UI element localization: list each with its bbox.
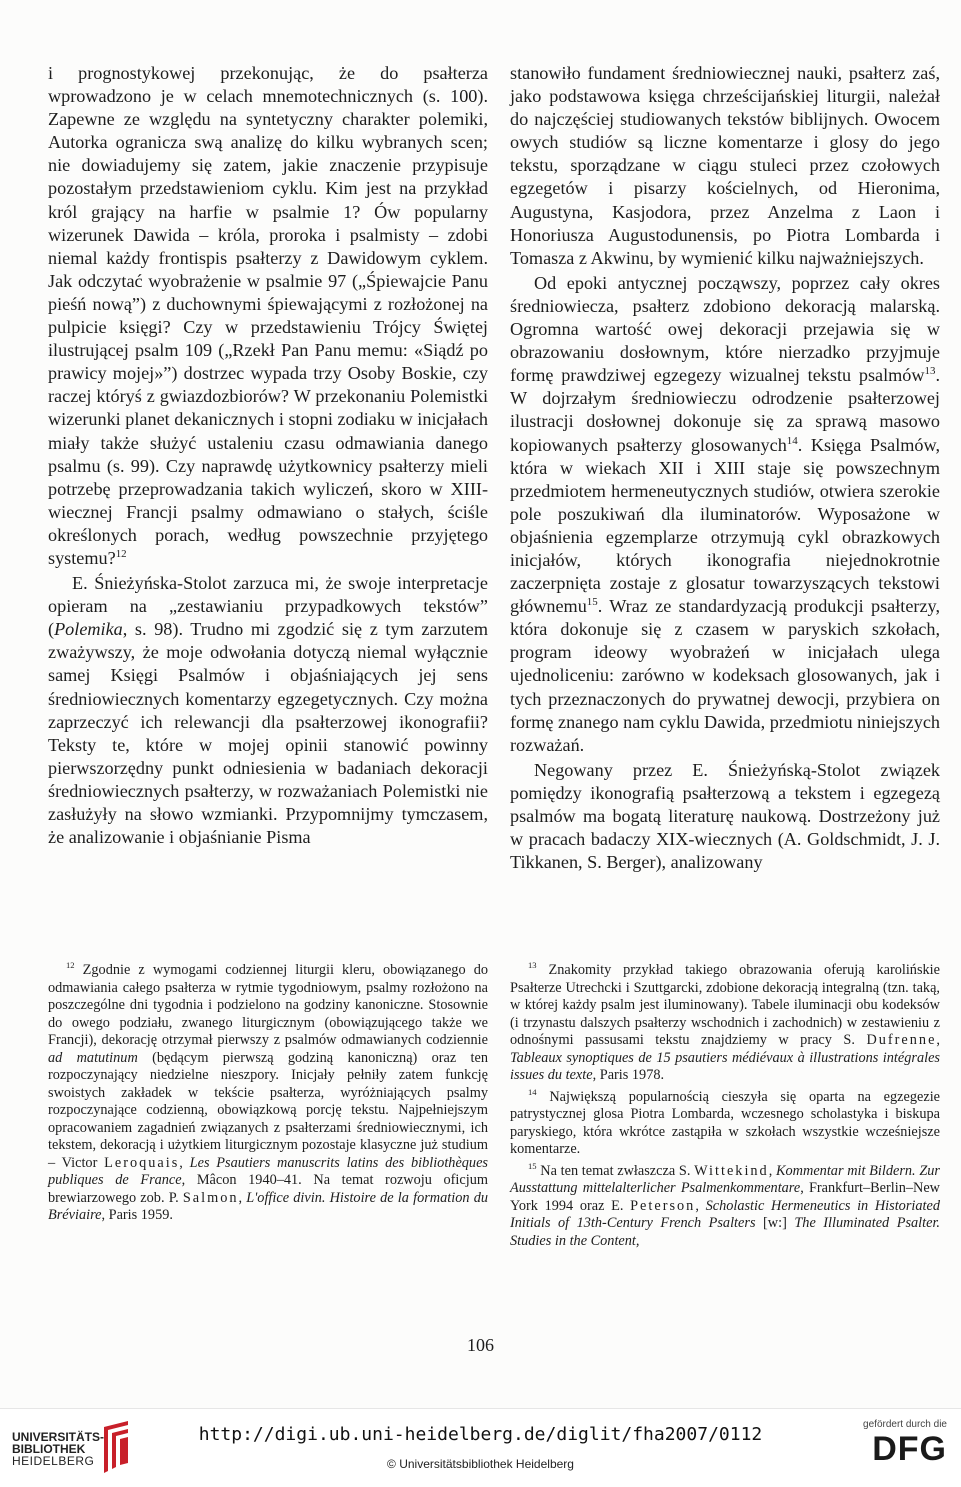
dfg-logo[interactable]: gefördert durch die DFG: [863, 1419, 947, 1468]
digitization-footer: [0, 1408, 961, 1487]
footnote-12: $^{12}$ Zgodnie z wymogami codziennej liturgii kleru, obowiązanego do odmawiania całego psałterza w rytmie tygodniowym, psalmy rozłożono na poszczególne dni tygodnia i podzielono na godziny kanoniczne. Stosownie do owego podziału, zwanego liturgicznym (obowiązującego także we Francji), dekorację otrzymał pierwszy z psalmów odmawianych codziennie ad matutinum (będącym pierwszą godziną kanoniczną) oraz ten rozpoczynający niedzielne nieszpory. Inicjały pełniły zatem funkcję swoistych zakładek w tekście psałterza, wyróżniających psalmy rozpoczynające codzienną, obowiązkową porcję tekstu. Najpełniejszym opracowaniem zagadnień związanych z psałterzami średniowiecznymi, ich tekstem, dekoracją i użytkiem liturgicznym pozostaje klasyczne już studium – Victor Leroquais, Les Psautiers manuscrits latins des bibliothèques publiques de France, Mâcon 1940–41. Na temat rozwoju oficjum brewiarzowego zob. P. Salmon, L'office divin. Histoire de la formation du Bréviaire, Paris 1959.: [48, 960, 488, 1223]
footnote-15: $^{15}$ Na ten temat zwłaszcza S. Wittekind, Kommentar mit Bildern. Zur Ausstattung mittelalterlicher Psalmenkommentare, Frankfurt–Berlin–New York 1994 oraz E. Peterson, Scholastic Hermeneutics in Historiated Initials of 13th-Century French Psalters [w:] The Illuminated Psalter. Studies in the Content,: [510, 1160, 940, 1249]
footnote-ref-13[interactable]: 13: [924, 365, 936, 378]
footnotes-right: [510, 962, 940, 1254]
right-text-column: [510, 62, 940, 874]
paragraph: Od epoki antycznej począwszy, poprzez cały okres średniowiecza, psałterz zdobiono dekoracją malarską. Ogromna wartość owej dekoracji przejawia się w obrazowaniu dosłownym, które nierzadko przyjmuje formę prawdziwej egzegezy wizualnej tekstu psalmów$^{13}$. W dojrzałym średniowieczu odrodzenie psałterzowej ilustracji dosłownej dokonuje się za sprawą masowo kopiowanych psałterzy glosowanych$^{14}$. Księga Psalmów, która w wiekach XII i XIII staje się powszechnym przedmiotem hermeneutycznych studiów, otwiera szerokie pole poszukiwań dla iluminatorów. Wyposażone w objaśnienia egzemplarze otrzymują cykl obrazkowych inicjałów, których ikonografia niejednokrotnie zaczerpnięta zostaje z glosatur towarzyszących tekstowi głównemu$^{15}$. Wraz ze standardyzacją produkcji psałterzy, która dokonuje się z czasem w paryskich szkołach, program ideowy wyobrażeń w inicjałach ulega ujednoliceniu: zarówno w kodeksach glosowanych, jak i tych przeznaczonych do prywatnej dewocji, przybiera on formę znanego nam cyklu Dawida, przedmiotu niniejszych rozważań.: [510, 272, 940, 755]
paragraph: i prognostykowej przekonując, że do psałterza wprowadzono je w celach mnemotechnicznych (s. 100). Zapewne ze względu na syntetyczny charakter polemiki, Autorka ogranicza swą analizę do kilku wybranych scen; nie dowiadujemy się zatem, jakie znaczenie przypisuje pozostałym przedstawieniom cyklu. Kim jest na przykład król grający na harfie w psalmie 1? Ów popularny wizerunek Dawida – króla, proroka i psalmisty – zdobi niemal każdy frontispis psałterzy z Dawidowym cyklem. Jak odczytać wyobrażenie w psalmie 97 („Śpiewajcie Panu pieśń nową”) z duchownymi śpiewającymi z rozłożonej na pulpicie księgi? Czy w przedstawieniu Trójcy Świętej ilustrującej psalm 109 („Rzekł Pan Panu memu: «Siądź po prawicy mojej»”) dostrzec wypada trzy Osoby Boskie, czy raczej któryś z gwiazdozbiorów? W przekonaniu Polemistki wizerunki planet dekanicznych i stopni zodiaku w inicjałach miały także służyć ustaleniu czasu odmawiania danego psalmu (s. 99). Czy naprawdę użytkownicy psałterzy mieli potrzebę przeprowadzania takich wyliczeń, skoro w XIII-wiecznej Francji psalmy odmawiano o stałych, ściśle określonych porach, według powszechnie przyjętego systemu?$^{12}$: [48, 63, 488, 568]
left-text-column: [48, 62, 488, 849]
copyright-notice: © Universitätsbibliothek Heidelberg: [387, 1457, 574, 1471]
footnote-ref-12[interactable]: 12: [115, 547, 127, 560]
paragraph: Negowany przez E. Śnieżyńską-Stolot związek pomiędzy ikonografią psałterzową a tekstem i egzegezą psalmów ma bogatą literaturę naukową. Dostrzeżony już w pracach badaczy XIX-wiecznych (A. Goldschmidt, J. J. Tikkanen, S. Berger), analizowany: [510, 759, 940, 873]
footnote-ref-14[interactable]: 14: [786, 434, 798, 447]
library-logo-text[interactable]: UNIVERSITÄTS- BIBLIOTHEK HEIDELBERG: [12, 1430, 105, 1468]
page-number: 106: [467, 1335, 494, 1355]
paragraph: E. Śnieżyńska-Stolot zarzuca mi, że swoje interpretacje opieram na „zestawianiu przypadkowych tekstów” (Polemika, s. 98). Trudno mi zgodzić się z tym zarzutem zważywszy, że moje odwołania dotyczą niemal wyłącznie samej Księgi Psalmów i objaśniających jej sens średniowiecznych komentarzy egzegetycznych. Czy można zaprzeczyć ich relewancji dla psałterzowej ikonografii? Teksty te, które w mojej opinii stanowić powinny pierwszorzędny punkt odniesienia w badaniach dekoracji średniowiecznych psałterzy, w rozważaniach Polemistki nie zasłużyły na słowo wzmianki. Przypomnijmy tymczasem, że analizowanie i objaśnianie Pisma: [48, 573, 488, 848]
footnote-13: $^{13}$ Znakomity przykład takiego obrazowania oferują karolińskie Psałterze Utrechcki i Szuttgarcki, zdobione dekoracją integralną (tzn. taką, w której każdy psalm jest iluminowany). Tabele iluminacji obu kodeksów (i trzynastu dalszych psałterzy wschodnich i zachodnich) w zestawieniu z odnośnymi passusami tekstu znajdziemy w pracy S. Dufrenne, Tableaux synoptiques de 15 psautiers médiévaux à illustrations intégrales issues du texte, Paris 1978.: [510, 960, 940, 1083]
footnote-14: $^{14}$ Największą popularnością cieszyła się oparta na egzegezie patrystycznej glosa Piotra Lombarda, wczesnego scholastyka i biskupa paryskiego, która wkrótce zastąpiła w szkołach wszystkie wcześniejsze komentarze.: [510, 1086, 941, 1157]
permalink-url[interactable]: http://digi.ub.uni-heidelberg.de/diglit/fha2007/0112: [198, 1424, 763, 1445]
footnotes-left: [48, 962, 488, 1229]
footnote-ref-15[interactable]: 15: [586, 596, 598, 609]
paragraph: stanowiło fundament średniowiecznej nauki, psałterz zaś, jako podstawowa księga chrześcijańskiej liturgii, należał do najczęściej studiowanych tekstów biblijnych. Owocem owych studiów są liczne komentarze i glosy do jego tekstu, sporządzane w ciągu stuleci przez czołowych egzegetów i pisarzy kościelnych, od Hieronima, Augustyna, Kasjodora, przez Anzelma z Laon i Honoriusza Augustodunensis, po Piotra Lombarda i Tomasza z Akwinu, by wymienić kilku najważniejszych.: [510, 63, 940, 268]
